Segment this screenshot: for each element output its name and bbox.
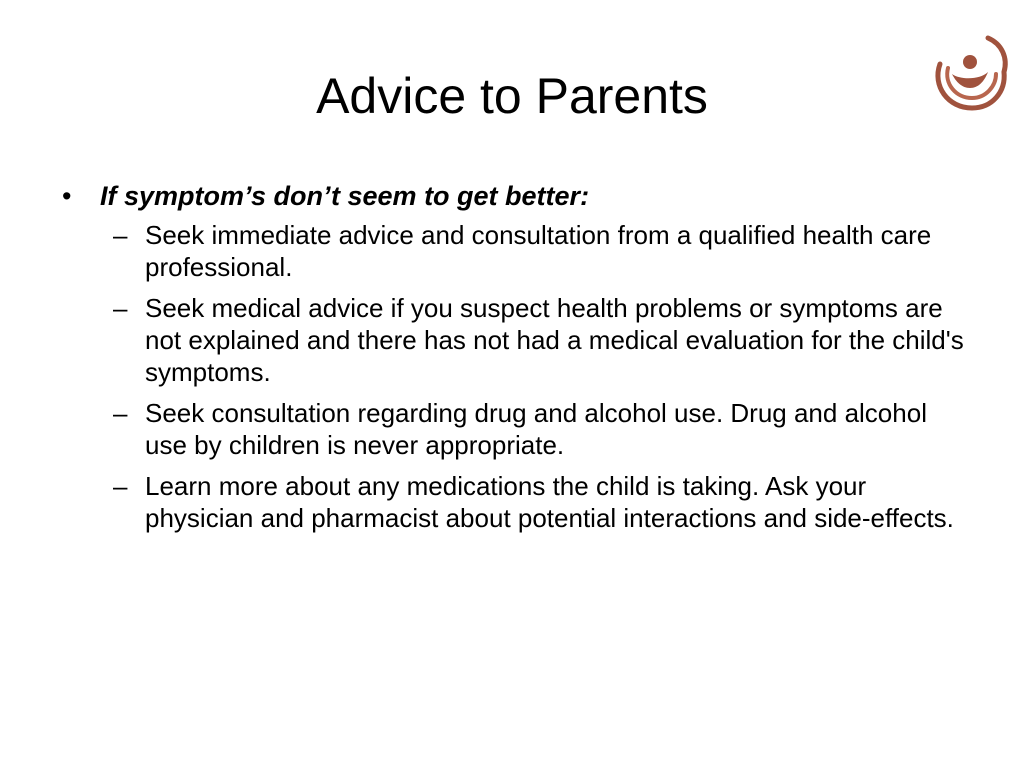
sub-bullet-text: Seek medical advice if you suspect health problems or symptoms are not explained and there has not had a medical evaluation for the child's symptoms. xyxy=(145,293,964,387)
dash-marker: – xyxy=(113,471,128,501)
sub-bullet-list xyxy=(100,219,970,534)
slide-title: Advice to Parents xyxy=(316,68,708,124)
bullet-marker: • xyxy=(62,181,72,211)
sub-bullet-text: Seek consultation regarding drug and alcohol use. Drug and alcohol use by children is never appropriate. xyxy=(145,398,927,460)
dash-marker: – xyxy=(113,220,128,250)
sub-bullet-text: Learn more about any medications the child is taking. Ask your physician and pharmacist about potential interactions and side-effects. xyxy=(145,471,954,533)
sub-bullet-item xyxy=(100,397,970,461)
sub-bullet-item xyxy=(100,292,970,388)
bullet-item xyxy=(60,180,970,534)
sub-bullet-item xyxy=(100,470,970,534)
bullet-heading: If symptom’s don’t seem to get better: xyxy=(100,181,590,211)
sub-bullet-text: Seek immediate advice and consultation from a qualified health care professional. xyxy=(145,220,932,282)
dash-marker: – xyxy=(113,398,128,428)
sub-bullet-item xyxy=(100,219,970,283)
dash-marker: – xyxy=(113,293,128,323)
bullet-list xyxy=(60,180,970,543)
